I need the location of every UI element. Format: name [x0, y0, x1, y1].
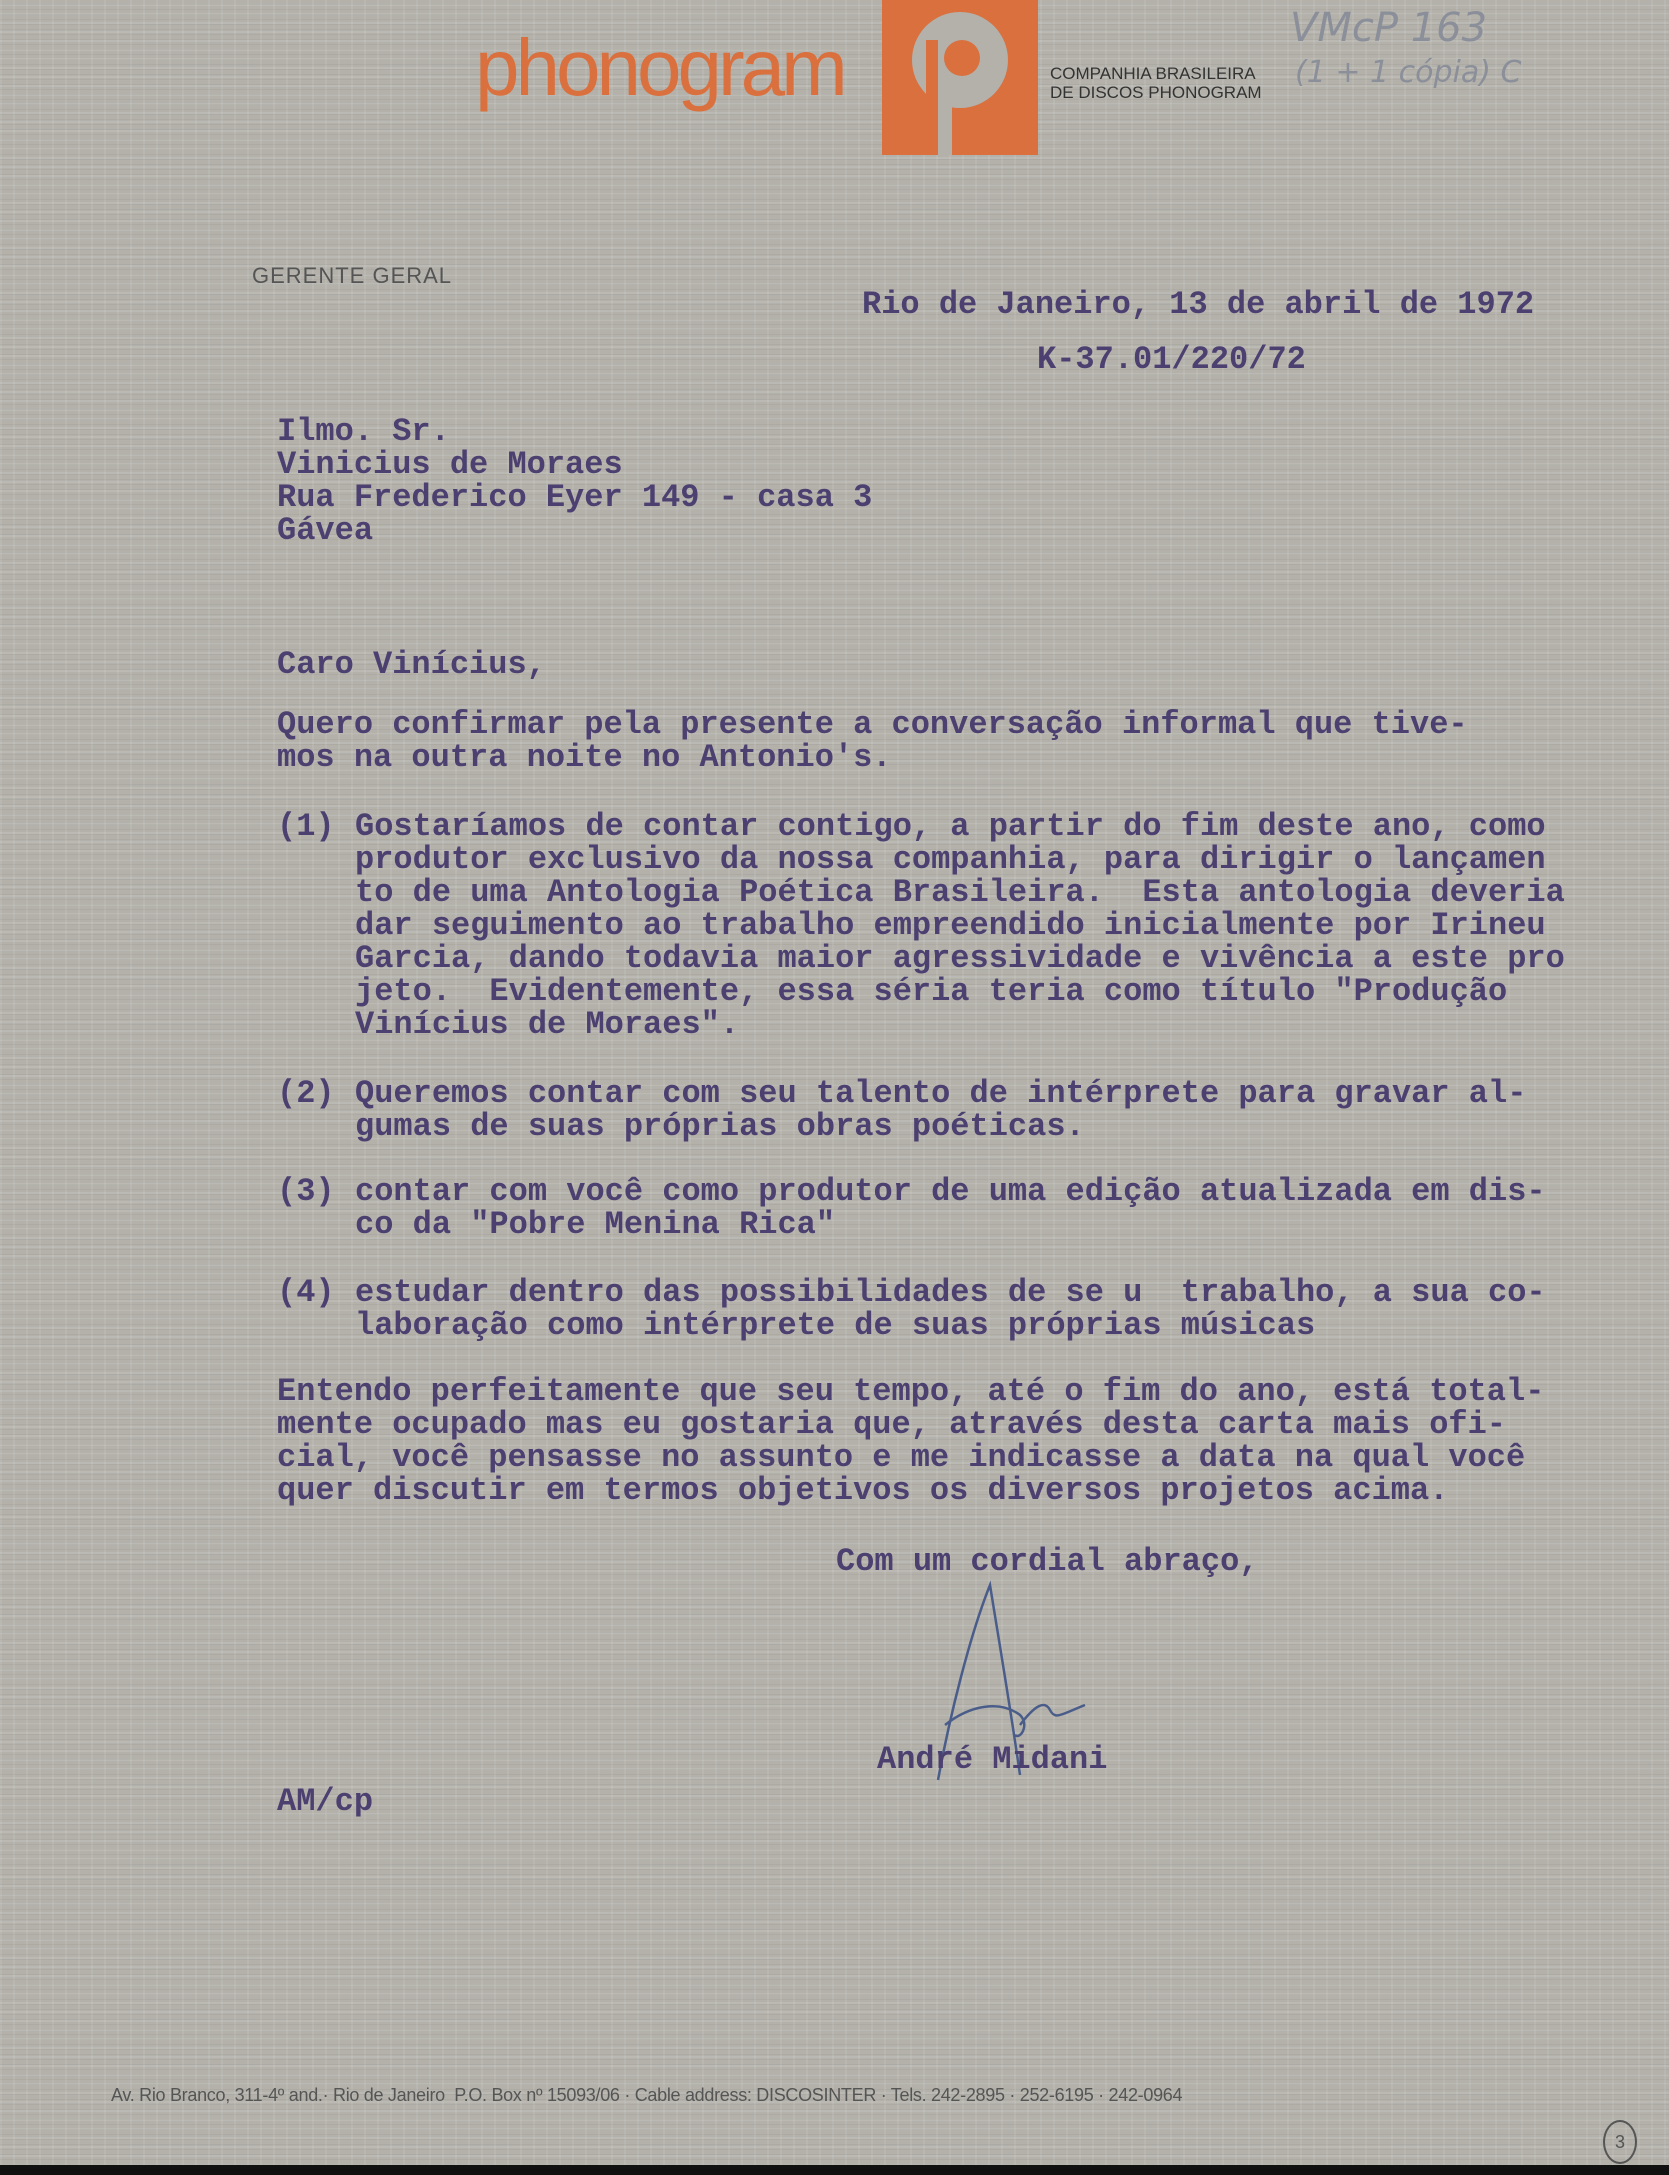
recipient-address: [277, 415, 872, 547]
address-line: Ilmo. Sr.: [277, 413, 450, 450]
text-line: Garcia, dando todavia maior agressividade e vivência a este pro: [355, 940, 1565, 977]
text-line: jeto. Evidentemente, essa séria teria como título "Produção: [355, 973, 1508, 1010]
text-line: Vinícius de Moraes".: [355, 1006, 740, 1043]
address-line: Gávea: [277, 512, 374, 549]
text-line: mente ocupado mas eu gostaria que, através desta carta mais ofi-: [277, 1406, 1506, 1443]
text-line: Queremos contar com seu talento de intérprete para gravar al-: [355, 1075, 1527, 1112]
text-line: laboração como intérprete de suas próprias músicas: [355, 1307, 1316, 1344]
text-line: estudar dentro das possibilidades de se u trabalho, a sua co-: [355, 1274, 1546, 1311]
item-number: (2): [277, 1075, 335, 1112]
salutation: Caro Vinícius,: [277, 646, 546, 683]
text-line: to de uma Antologia Poética Brasileira. Esta antologia deveria: [355, 874, 1565, 911]
address-line: Vinicius de Moraes: [277, 446, 623, 483]
handwritten-copy-note: (1 + 1 cópia) C: [1295, 55, 1522, 90]
typist-initials: AM/cp: [277, 1783, 374, 1820]
address-line: Rua Frederico Eyer 149 - casa 3: [277, 479, 873, 516]
company-line-2: DE DISCOS PHONOGRAM: [1050, 83, 1262, 102]
intro-paragraph: [277, 708, 1468, 774]
text-line: co da "Pobre Menina Rica": [355, 1206, 836, 1243]
phonogram-logo-text: phonogram: [475, 23, 844, 112]
scan-edge: [0, 2165, 1669, 2175]
text-line: Gostaríamos de contar contigo, a partir do fim deste ano, como: [355, 808, 1546, 845]
text-line: gumas de suas próprias obras poéticas.: [355, 1108, 1085, 1145]
text-line: quer discutir em termos objetivos os diversos projetos acima.: [277, 1472, 1449, 1509]
letter-reference: K-37.01/220/72: [1037, 341, 1306, 378]
text-line: contar com você como produtor de uma edição atualizada em dis-: [355, 1173, 1546, 1210]
closing-paragraph: [277, 1375, 1544, 1507]
item-number: (4): [277, 1274, 335, 1311]
phonogram-logo-mark: [882, 0, 1038, 155]
item-number: (3): [277, 1173, 335, 1210]
sign-off: Com um cordial abraço,: [836, 1543, 1259, 1580]
text-line: produtor exclusivo da nossa companhia, para dirigir o lançamen: [355, 841, 1546, 878]
footer-address: Av. Rio Branco, 311-4º and.· Rio de Janeiro P.O. Box nº 15093/06 · Cable address: DISCOSINTER · Tels. 242-2895 · 252-6195 · 242-0964: [111, 2085, 1183, 2105]
item-number: (1): [277, 808, 335, 845]
page-number: 3: [1603, 2120, 1637, 2164]
text-line: Quero confirmar pela presente a conversação informal que tive-: [277, 706, 1468, 743]
handwritten-archive-note: VMcP 163: [1290, 5, 1488, 51]
text-line: mos na outra noite no Antonio's.: [277, 739, 892, 776]
letter-date: Rio de Janeiro, 13 de abril de 1972: [862, 286, 1535, 323]
company-line-1: COMPANHIA BRASILEIRA: [1050, 64, 1256, 83]
sender-role: GERENTE GERAL: [252, 263, 453, 288]
text-line: cial, você pensasse no assunto e me indicasse a data na qual você: [277, 1439, 1526, 1476]
text-line: dar seguimento ao trabalho empreendido inicialmente por Irineu: [355, 907, 1546, 944]
text-line: Entendo perfeitamente que seu tempo, até o fim do ano, está total-: [277, 1373, 1545, 1410]
signer-name: André Midani: [877, 1741, 1108, 1778]
company-name: [1050, 64, 1262, 102]
